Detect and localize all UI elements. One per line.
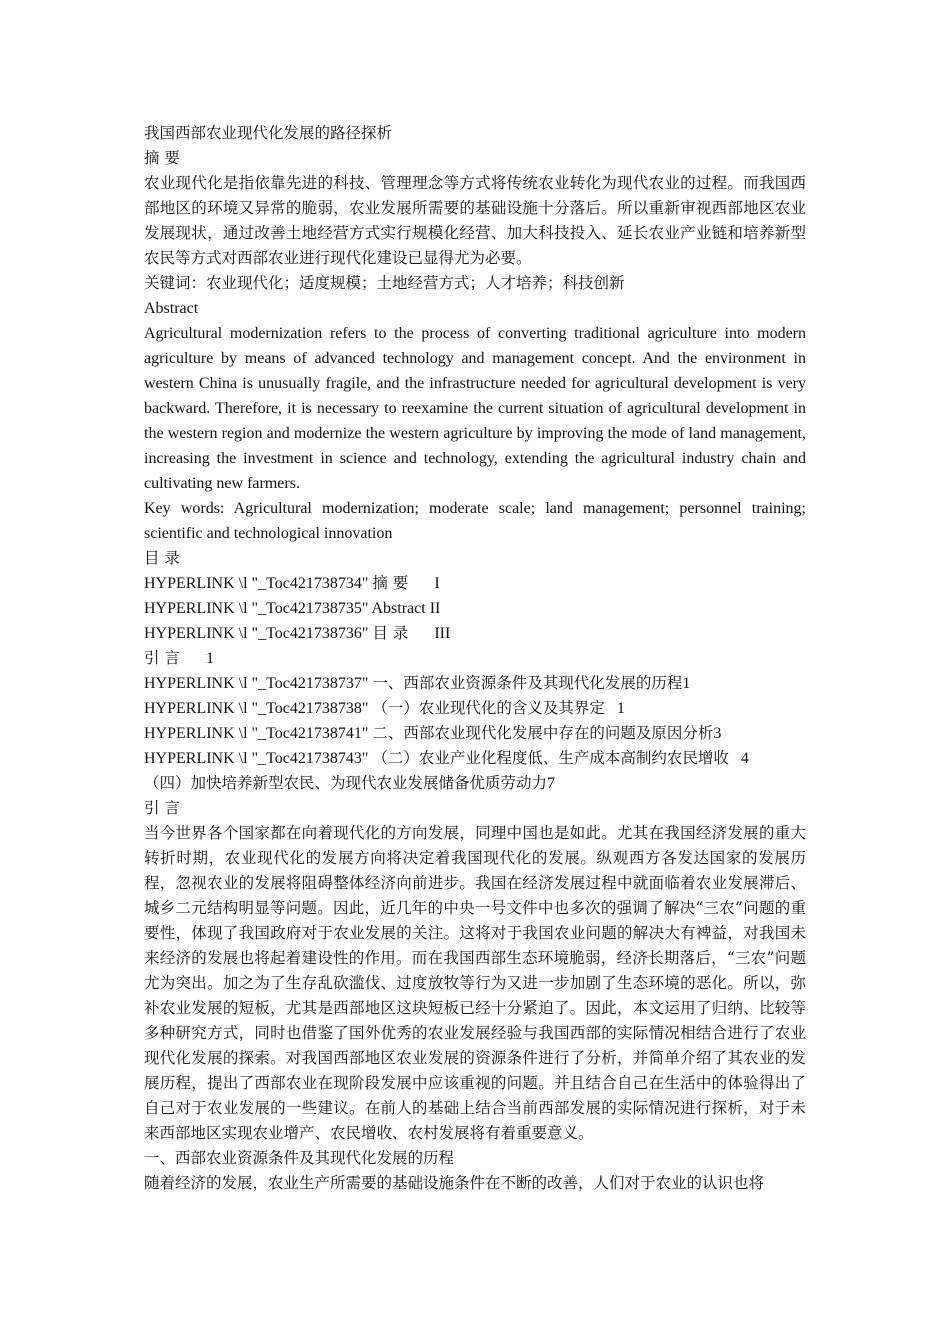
toc-entry-link[interactable]: HYPERLINK \l "_Toc421738738" xyxy=(144,700,369,717)
section1-heading: 一、西部农业资源条件及其现代化发展的历程 xyxy=(144,1149,455,1167)
toc-entry[interactable] xyxy=(144,596,806,621)
toc-entry-page: I xyxy=(434,575,440,592)
toc-entry-link[interactable]: HYPERLINK \l "_Toc421738736" xyxy=(144,625,369,642)
abstract-cn-heading: 摘 要 xyxy=(144,149,180,167)
toc-entry-label[interactable]: （四）加快培养新型农民、为现代农业发展储备优质劳动力 xyxy=(144,774,548,792)
toc-entry[interactable] xyxy=(144,696,806,721)
toc-entry[interactable] xyxy=(144,671,806,696)
abstract-cn-body: 农业现代化是指依靠先进的科技、管理理念等方式将传统农业转化为现代农业的过程。而我国西部地区的环境又异常的脆弱，农业发展所需要的基础设施十分落后。所以重新审视西部地区农业发展现状，通过改善土地经营方式实行规模化经营、加大科技投入、延长农业产业链和培养新型农民等方式对西部农业进行现代化建设已显得尤为必要。 xyxy=(144,174,806,267)
toc-entry[interactable] xyxy=(144,571,806,596)
toc-entry-page: 1 xyxy=(205,650,214,667)
toc-entry-page: III xyxy=(434,625,451,642)
toc-entry[interactable] xyxy=(144,771,806,796)
toc-entry-label[interactable]: 摘 要 xyxy=(372,574,409,592)
intro-body: 当今世界各个国家都在向着现代化的方向发展，同理中国也是如此。尤其在我国经济发展的重大转折时期，农业现代化的发展方向将决定着我国现代化的发展。纵观西方各发达国家的发展历程，忽视农业的发展将阻碍整体经济向前进步。我国在经济发展过程中就面临着农业发展滞后、城乡二元结构明显等问题。因此，近几年的中央一号文件中也多次的强调了解决“三农”问题的重要性，体现了我国政府对于农业发展的关注。这将对于我国农业问题的解决大有裨益，对我国未来经济的发展也将起着建设性的作用。而在我国西部生态环境脆弱，经济长期落后，“三农”问题尤为突出。加之为了生存乱砍滥伐、过度放牧等行为又进一步加剧了生态环境的恶化。所以，弥补农业发展的短板，尤其是西部地区这块短板已经十分紧迫了。因此，本文运用了归纳、比较等多种研究方式，同时也借鉴了国外优秀的农业发展经验与我国西部的实际情况相结合进行了农业现代化发展的探索。对我国西部地区农业发展的资源条件进行了分析，并简单介绍了其农业的发展历程，提出了西部农业在现阶段发展中应该重视的问题。并且结合自己在生活中的体验得出了自己对于农业发展的一些建议。在前人的基础上结合当前西部发展的实际情况进行探析，对于未来西部地区实现农业增产、农民增收、农村发展将有着重要意义。 xyxy=(144,824,806,1142)
abstract-en-body: Agricultural modernization refers to the process of converting traditional agriculture into modern agriculture by means of advanced technology and management concept. And the environment in western China is unusually fragile, and the infrastructure needed for agricultural development is very backward. Therefore, it is necessary to reexamine the current situation of agricultural development in the western region and modernize the western agriculture by improving the mode of land management, increasing the investment in science and technology, extending the agricultural industry chain and cultivating new farmers. xyxy=(144,325,806,492)
toc-entry-label[interactable]: 引 言 xyxy=(144,649,180,667)
toc-entry-page: 1 xyxy=(616,700,625,717)
toc-entry[interactable] xyxy=(144,646,806,671)
toc-entry-page: 3 xyxy=(713,725,722,742)
toc-entry-page: 7 xyxy=(547,775,556,792)
toc-entry[interactable] xyxy=(144,721,806,746)
toc-entry-page: 4 xyxy=(740,750,749,767)
toc-entry-label[interactable]: 二、西部农业现代化发展中存在的问题及原因分析 xyxy=(372,724,714,742)
abstract-cn-keywords: 关键词：农业现代化；适度规模；土地经营方式；人才培养；科技创新 xyxy=(144,274,625,292)
toc-entry-label[interactable]: Abstract xyxy=(371,600,426,617)
toc-entry-link[interactable]: HYPERLINK \l "_Toc421738741" xyxy=(144,725,369,742)
toc-entry-label[interactable]: （一）农业现代化的含义及其界定 xyxy=(372,699,605,717)
document-page xyxy=(144,121,806,1196)
toc-entry-page: II xyxy=(429,600,441,617)
intro-heading: 引 言 xyxy=(144,799,180,817)
toc-entry-link[interactable]: HYPERLINK \l "_Toc421738735" xyxy=(144,600,369,617)
abstract-en-heading: Abstract xyxy=(144,300,199,317)
toc-entry-label[interactable]: 目 录 xyxy=(372,624,409,642)
toc-entry-page: 1 xyxy=(682,675,691,692)
toc-heading: 目 录 xyxy=(144,549,180,567)
toc-entry-link[interactable]: HYPERLINK \l "_Toc421738737" xyxy=(144,675,369,692)
document-title: 我国西部农业现代化发展的路径探析 xyxy=(144,124,393,142)
toc-entry-label[interactable]: （二）农业产业化程度低、生产成本高制约农民增收 xyxy=(372,749,729,767)
toc-entry[interactable] xyxy=(144,746,806,771)
abstract-en-keywords: Key words: Agricultural modernization; moderate scale; land management; personnel training; scientific and technological innovation xyxy=(144,500,806,542)
section1-body: 随着经济的发展，农业生产所需要的基础设施条件在不断的改善，人们对于农业的认识也将 xyxy=(144,1174,765,1192)
toc-entry-label[interactable]: 一、西部农业资源条件及其现代化发展的历程 xyxy=(372,674,683,692)
toc-entry-link[interactable]: HYPERLINK \l "_Toc421738743" xyxy=(144,750,369,767)
toc-entry-link[interactable]: HYPERLINK \l "_Toc421738734" xyxy=(144,575,369,592)
toc-entry[interactable] xyxy=(144,621,806,646)
